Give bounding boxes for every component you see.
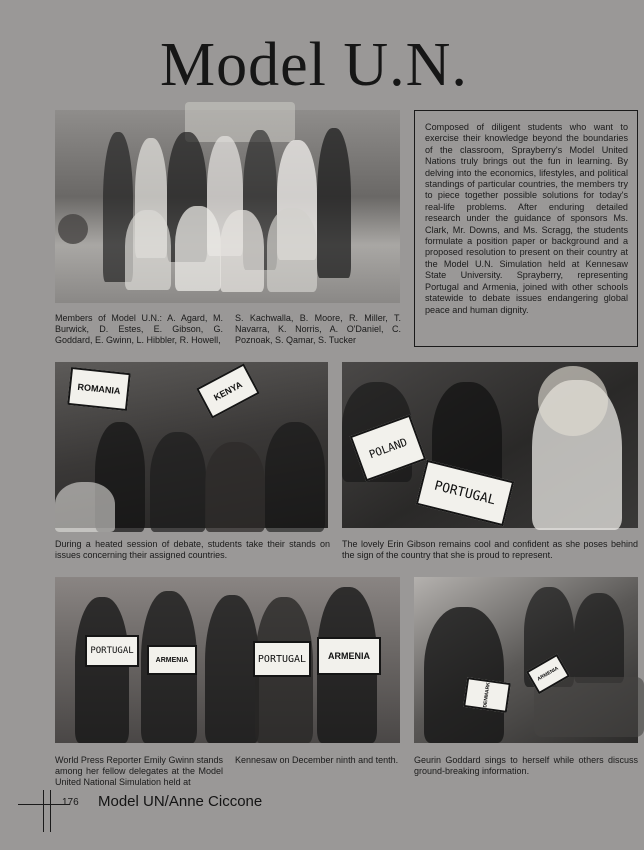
- group-photo-caption-left: Members of Model U.N.: A. Agard, M. Burwick, D. Estes, E. Gibson, G. Goddard, E. Gwinn, L. Hibbler, R. Howell,: [55, 313, 223, 346]
- story-text: Composed of diligent students who want to exercise their knowledge beyond the boundaries of the classroom, Sprayberry's Model United Nations truly brings out the fun in learning. By delving into the economics, lifestyles, and political standings of particular countries, the members try to piece together possible solutions for today's real-life problems. After enduring detailed research under the guidance of sponsors Ms. Clark, Mr. Downs, and Ms. Scragg, the students formulate a position paper or background and a proposed resolution to present on their country at the Model U.N. Simulation held at Kennesaw State University. Sprayberry, representing Portugal and Armenia, joined with other schools statewide to debate issues endangering global peace and human dignity.: [425, 122, 628, 315]
- sign-romania: ROMANIA: [67, 367, 131, 411]
- group-photo-caption-right: S. Kachwalla, B. Moore, R. Miller, T. Navarra, K. Norris, A. O'Daniel, C. Poznoak, S. Qamar, S. Tucker: [235, 313, 401, 346]
- page-number: 176: [62, 797, 79, 808]
- sign-poland: POLAND: [350, 415, 427, 482]
- sign-kenya: KENYA: [196, 363, 260, 418]
- delegates-photo-caption-left: World Press Reporter Emily Gwinn stands among her fellow delegates at the Model United National Simulation held at: [55, 755, 223, 788]
- footer-divider: [43, 790, 44, 832]
- sign-armenia-small: ARMENIA: [526, 654, 570, 695]
- delegates-photo-caption-right: Kennesaw on December ninth and tenth.: [235, 755, 399, 765]
- goddard-photo: [414, 577, 638, 743]
- page-title: Model U.N.: [160, 31, 468, 99]
- gibson-photo: [342, 362, 638, 528]
- sign-armenia-1: ARMENIA: [147, 645, 197, 675]
- gibson-photo-caption: The lovely Erin Gibson remains cool and confident as she poses behind the sign of the country that she is proud to represent.: [342, 539, 638, 561]
- footer-divider: [50, 790, 51, 832]
- debate-photo: [55, 362, 328, 528]
- sign-armenia-2: ARMENIA: [317, 637, 381, 675]
- story-box: [414, 110, 638, 347]
- sign-portugal: PORTUGAL: [416, 460, 514, 526]
- sign-portugal-1: PORTUGAL: [85, 635, 139, 667]
- sign-denmark: DENMARK: [463, 677, 511, 713]
- footer-credit: Model UN/Anne Ciccone: [98, 793, 263, 810]
- goddard-photo-caption: Geurin Goddard sings to herself while others discuss ground-breaking information.: [414, 755, 638, 777]
- debate-photo-caption: During a heated session of debate, students take their stands on issues concerning their assigned countries.: [55, 539, 330, 561]
- sign-portugal-2: PORTUGAL: [253, 641, 311, 677]
- delegates-photo: [55, 577, 400, 743]
- group-photo: [55, 110, 400, 303]
